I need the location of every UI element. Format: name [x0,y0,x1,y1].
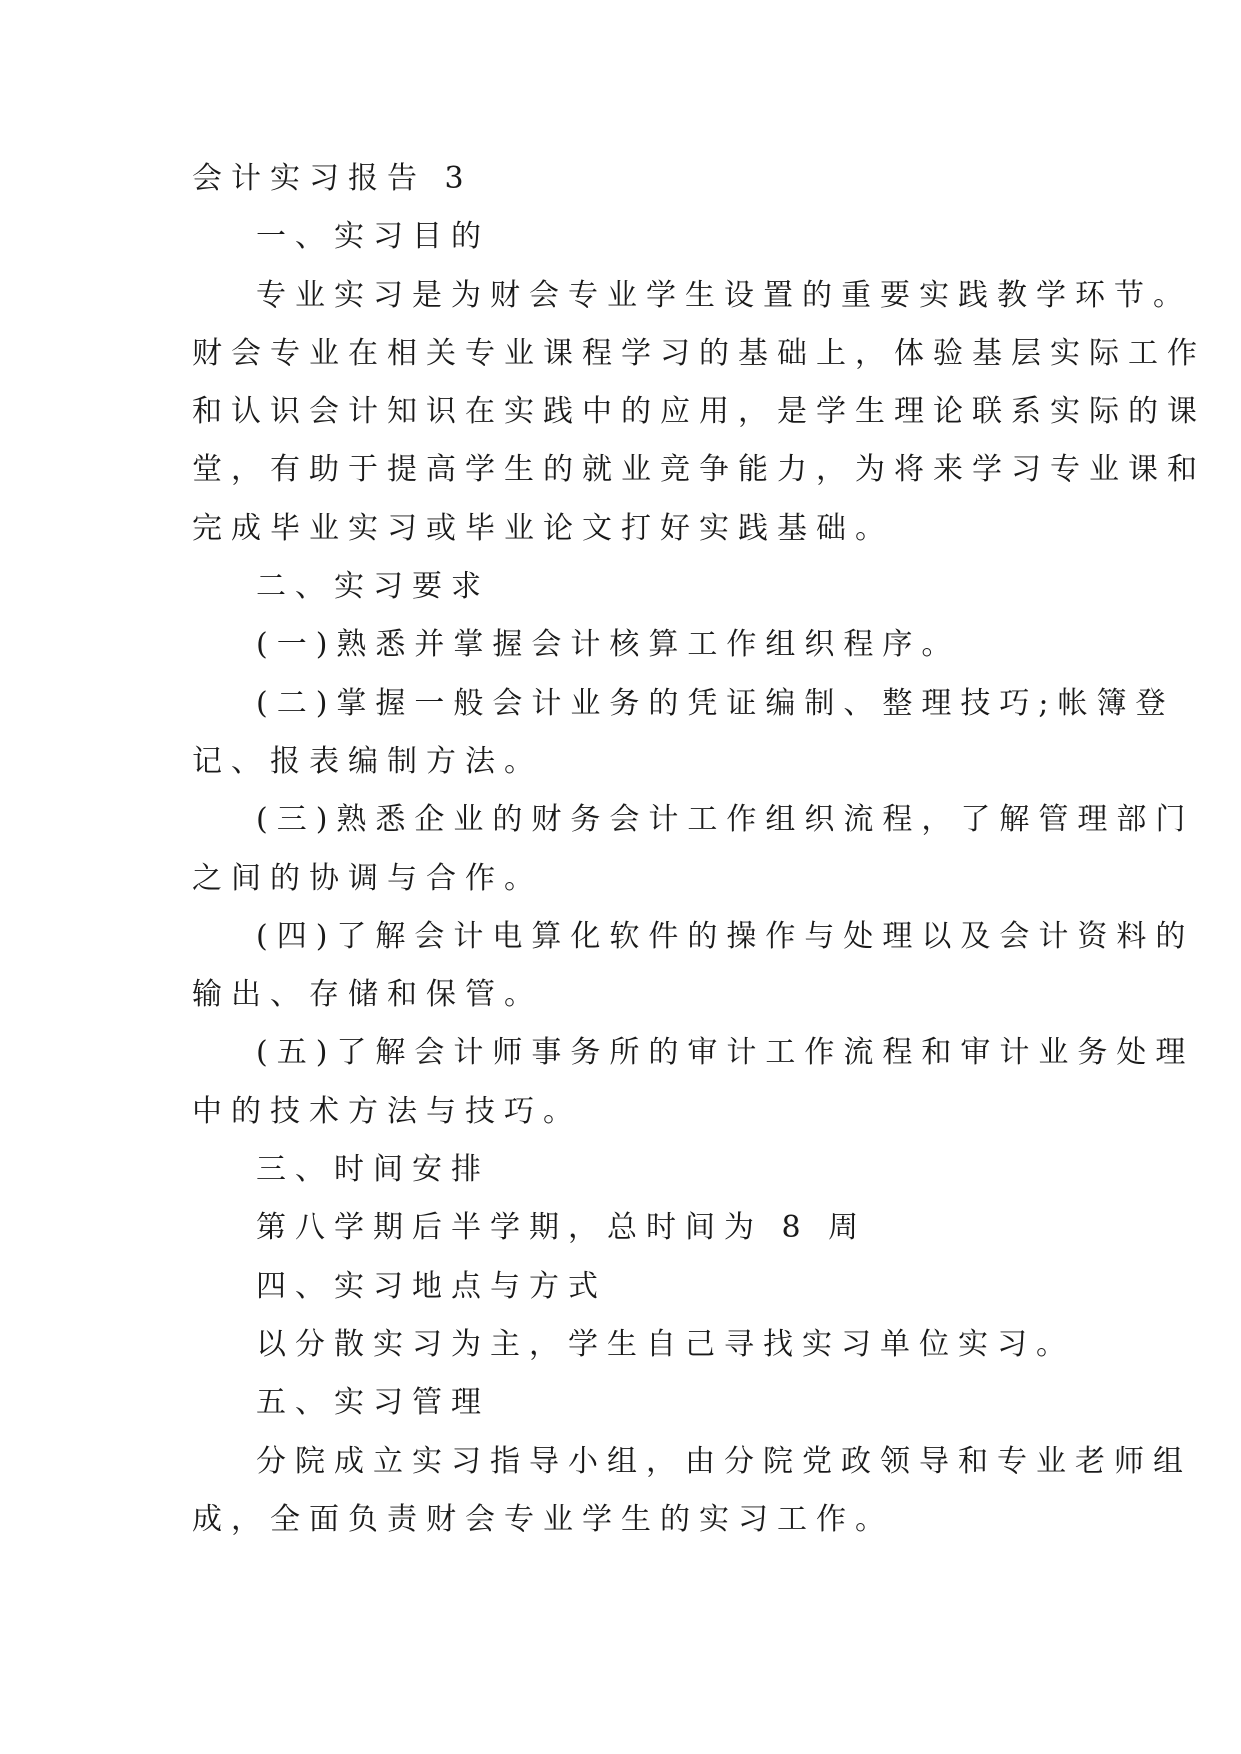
text-line: 输出、存储和保管。 [192,977,543,1013]
document-title: 会计实习报告 3 [192,161,473,196]
text-line: 堂，有助于提高学生的就业竞争能力，为将来学习专业课和 [192,452,1206,488]
text-line: (二)掌握一般会计业务的凭证编制、整理技巧;帐簿登 [256,685,1175,721]
text-line: 四、实习地点与方式 [256,1268,607,1304]
text-line: (四)了解会计电算化软件的操作与处理以及会计资料的 [256,918,1195,954]
text-line: 中的技术方法与技巧。 [192,1093,582,1129]
document-body [192,208,1206,1549]
text-line: (三)熟悉企业的财务会计工作组织流程，了解管理部门 [256,802,1195,838]
text-line: 之间的协调与合作。 [192,860,543,896]
text-line: 五、实习管理 [256,1385,490,1421]
text-line: 以分散实习为主，学生自己寻找实习单位实习。 [256,1326,1075,1362]
text-line: 第八学期后半学期，总时间为 8 周 [256,1210,868,1246]
text-line: 二、实习要求 [256,569,490,605]
text-line: (五)了解会计师事务所的审计工作流程和审计业务处理 [256,1035,1195,1071]
text-line: (一)熟悉并掌握会计核算工作组织程序。 [256,627,961,663]
text-line: 一、实习目的 [256,219,490,255]
text-line: 完成毕业实习或毕业论文打好实践基础。 [192,510,894,546]
text-line: 成，全面负责财会专业学生的实习工作。 [192,1501,894,1537]
text-line: 和认识会计知识在实践中的应用，是学生理论联系实际的课 [192,394,1206,430]
text-line: 分院成立实习指导小组，由分院党政领导和专业老师组 [256,1443,1192,1479]
document-page [192,161,1206,1549]
text-line: 专业实习是为财会专业学生设置的重要实践教学环节。 [256,277,1192,313]
text-line: 记、报表编制方法。 [192,743,543,779]
text-line: 财会专业在相关专业课程学习的基础上，体验基层实际工作 [192,335,1206,371]
text-line: 三、时间安排 [256,1152,490,1188]
